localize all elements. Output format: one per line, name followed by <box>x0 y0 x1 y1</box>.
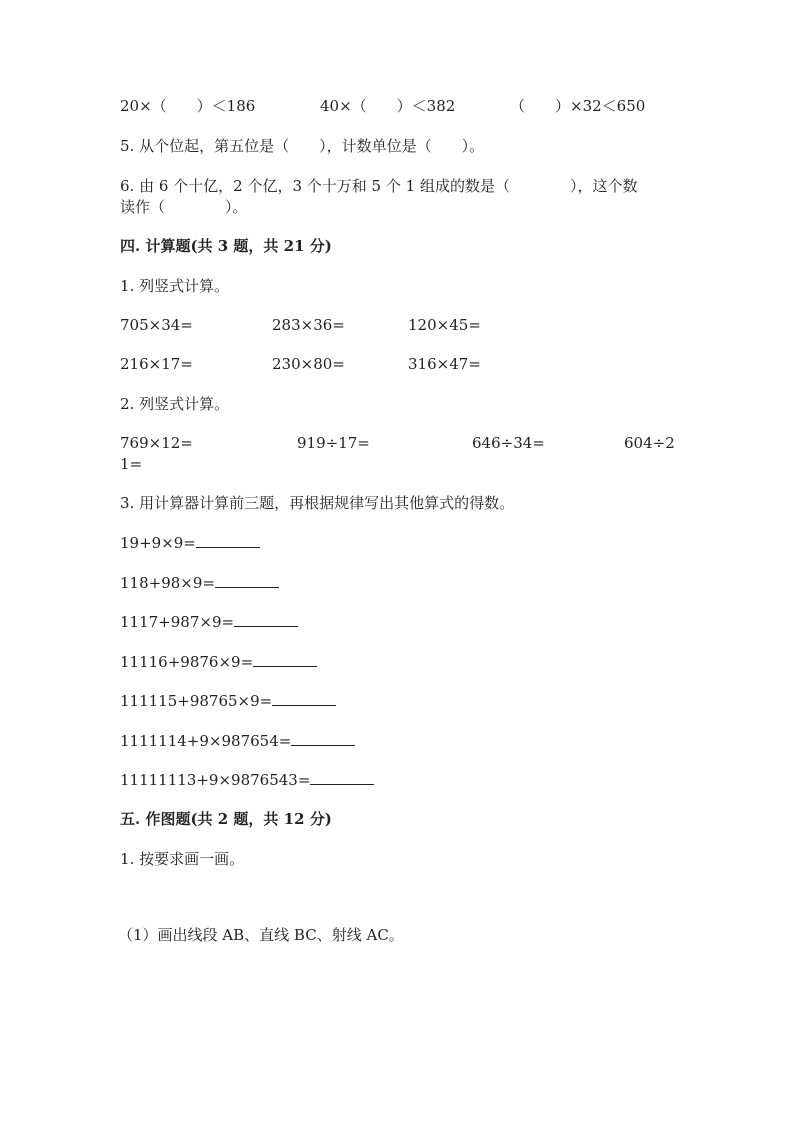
calc-3-item <box>120 612 298 632</box>
calc-3-expression: 1117+987×9= <box>120 613 235 631</box>
calc-2-item: 646÷34= <box>472 434 545 452</box>
calc-2-item: 919÷17= <box>297 434 370 452</box>
answer-blank[interactable] <box>215 573 279 588</box>
answer-blank[interactable] <box>310 770 374 785</box>
calc-1-item: 283×36= <box>272 316 345 334</box>
question-6-line-1: 6. 由 6 个十亿，2 个亿，3 个十万和 5 个 1 组成的数是（ ），这个数 <box>120 177 638 195</box>
question-5: 5. 从个位起，第五位是（ ），计数单位是（ ）。 <box>120 137 485 155</box>
calc-3-item <box>120 573 279 593</box>
calc-3-item <box>120 731 355 751</box>
calc-1-item: 316×47= <box>408 355 481 373</box>
answer-blank[interactable] <box>234 612 298 627</box>
calc-2-title: 2. 列竖式计算。 <box>120 395 230 413</box>
calc-3-item <box>120 652 317 672</box>
calc-3-title: 3. 用计算器计算前三题，再根据规律写出其他算式的得数。 <box>120 494 515 512</box>
answer-blank[interactable] <box>272 691 336 706</box>
inequality-2: 40×（ ）＜382 <box>320 97 456 115</box>
answer-blank[interactable] <box>253 652 317 667</box>
drawing-1-title: 1. 按要求画一画。 <box>120 850 245 868</box>
section-4-heading: 四. 计算题(共 3 题，共 21 分) <box>120 237 332 255</box>
calc-3-expression: 118+98×9= <box>120 574 215 592</box>
answer-blank[interactable] <box>196 533 260 548</box>
drawing-1-subtask: （1）画出线段 AB、直线 BC、射线 AC。 <box>118 926 404 944</box>
calc-1-item: 230×80= <box>272 355 345 373</box>
calc-3-expression: 1111114+9×987654= <box>120 732 292 750</box>
calc-3-item <box>120 533 260 553</box>
calc-3-item <box>120 770 374 790</box>
calc-2-item: 604÷2 <box>624 434 675 452</box>
calc-1-item: 216×17= <box>120 355 193 373</box>
calc-1-item: 705×34= <box>120 316 193 334</box>
calc-3-expression: 11111113+9×9876543= <box>120 771 311 789</box>
calc-3-item <box>120 691 336 711</box>
calc-2-wrap: 1= <box>120 455 143 473</box>
calc-2-item: 769×12= <box>120 434 193 452</box>
question-6-line-2: 读作（ ）。 <box>120 198 248 216</box>
calc-1-item: 120×45= <box>408 316 481 334</box>
inequality-3: （ ）×32＜650 <box>510 97 646 115</box>
inequality-1: 20×（ ）＜186 <box>120 97 256 115</box>
answer-blank[interactable] <box>291 731 355 746</box>
section-5-heading: 五. 作图题(共 2 题，共 12 分) <box>120 810 332 828</box>
calc-3-expression: 19+9×9= <box>120 534 196 552</box>
calc-1-title: 1. 列竖式计算。 <box>120 277 230 295</box>
calc-3-expression: 111115+98765×9= <box>120 692 273 710</box>
calc-3-expression: 11116+9876×9= <box>120 653 254 671</box>
